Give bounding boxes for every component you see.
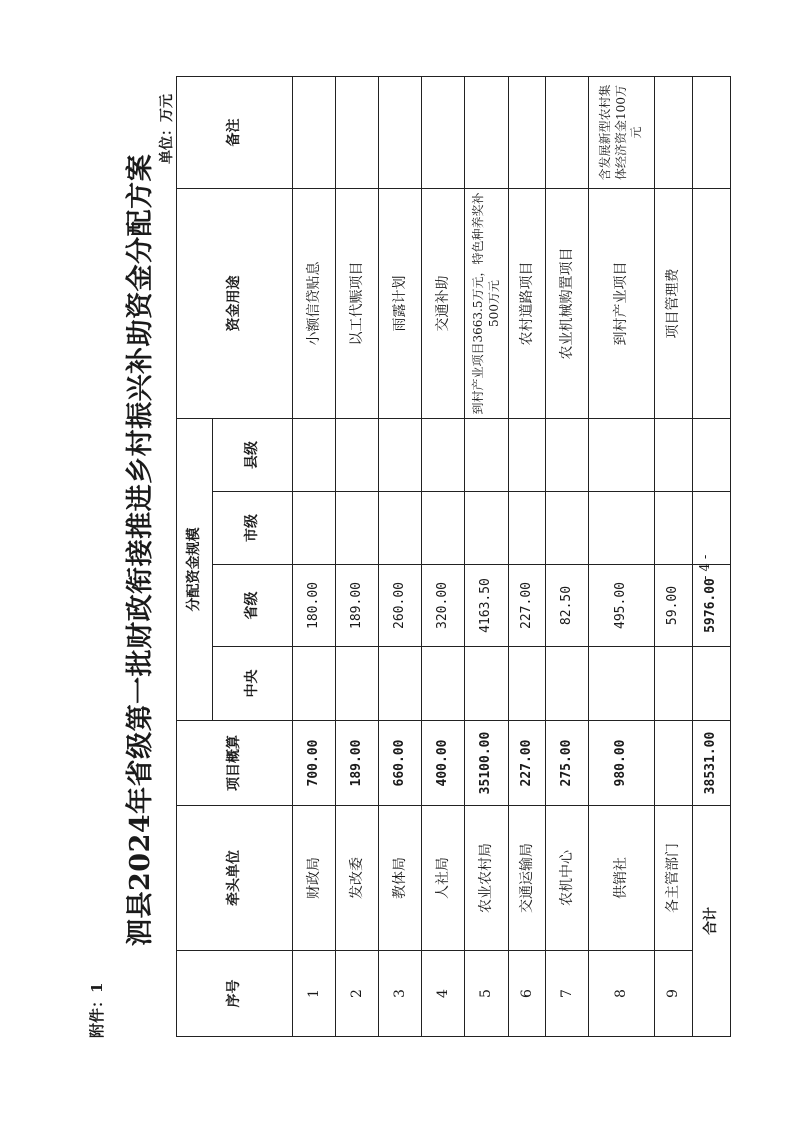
allocation-table [176, 76, 731, 1037]
cell-central [546, 647, 589, 721]
cell-budget: 35100.00 [465, 721, 509, 806]
table-row [509, 77, 546, 1037]
cell-usage: 到村产业项目3663.5万元，特色种养奖补500万元 [465, 189, 509, 419]
header-allocation-group: 分配资金规模 [177, 419, 213, 721]
cell-provincial: 4163.50 [465, 565, 509, 647]
cell-provincial: 495.00 [589, 565, 655, 647]
cell-lead-unit: 人社局 [422, 806, 465, 951]
cell-lead-unit: 供销社 [589, 806, 655, 951]
header-county: 县级 [213, 419, 293, 492]
cell-provincial: 180.00 [293, 565, 336, 647]
cell-provincial: 59.00 [655, 565, 693, 647]
cell-county [422, 419, 465, 492]
cell-usage: 农村道路项目 [509, 189, 546, 419]
total-remark [693, 77, 731, 189]
unit-label: 单位：万元 [159, 94, 175, 164]
cell-county [589, 419, 655, 492]
cell-county [509, 419, 546, 492]
cell-lead-unit: 财政局 [293, 806, 336, 951]
cell-budget: 189.00 [336, 721, 379, 806]
cell-county [293, 419, 336, 492]
cell-county [379, 419, 422, 492]
header-central: 中央 [213, 647, 293, 721]
cell-central [509, 647, 546, 721]
cell-seq: 3 [379, 951, 422, 1037]
header-usage: 资金用途 [177, 189, 293, 419]
cell-usage: 小额信贷贴息 [293, 189, 336, 419]
cell-provincial: 189.00 [336, 565, 379, 647]
total-label: 合计 [693, 806, 731, 1037]
cell-provincial: 82.50 [546, 565, 589, 647]
cell-usage: 交通补助 [422, 189, 465, 419]
cell-budget: 227.00 [509, 721, 546, 806]
total-central [693, 647, 731, 721]
cell-central [293, 647, 336, 721]
cell-city [336, 492, 379, 565]
table-row [655, 77, 693, 1037]
page-number: - 4 - [698, 554, 713, 580]
cell-city [379, 492, 422, 565]
cell-budget: 700.00 [293, 721, 336, 806]
cell-city [293, 492, 336, 565]
cell-central [379, 647, 422, 721]
cell-city [465, 492, 509, 565]
header-lead-unit: 牵头单位 [177, 806, 293, 951]
cell-seq: 8 [589, 951, 655, 1037]
cell-remark [655, 77, 693, 189]
header-remark: 备注 [177, 77, 293, 189]
document-title: 泗县2024年省级第一批财政衔接推进乡村振兴补助资金分配方案 [125, 153, 156, 946]
cell-lead-unit: 发改委 [336, 806, 379, 951]
cell-usage: 雨露计划 [379, 189, 422, 419]
table-row [546, 77, 589, 1037]
cell-budget [655, 721, 693, 806]
cell-central [336, 647, 379, 721]
cell-seq: 6 [509, 951, 546, 1037]
cell-county [655, 419, 693, 492]
attachment-label: 附件：1 [88, 982, 106, 1038]
cell-lead-unit: 农机中心 [546, 806, 589, 951]
cell-budget: 275.00 [546, 721, 589, 806]
cell-provincial: 227.00 [509, 565, 546, 647]
cell-city [422, 492, 465, 565]
table-row [589, 77, 655, 1037]
cell-city [655, 492, 693, 565]
cell-county [465, 419, 509, 492]
cell-remark [336, 77, 379, 189]
cell-remark [379, 77, 422, 189]
cell-usage: 项目管理费 [655, 189, 693, 419]
cell-remark: 含发展新型农村集体经济资金100万元 [589, 77, 655, 189]
cell-city [589, 492, 655, 565]
cell-city [546, 492, 589, 565]
cell-central [422, 647, 465, 721]
cell-remark [546, 77, 589, 189]
cell-central [655, 647, 693, 721]
table-row [293, 77, 336, 1037]
cell-seq: 4 [422, 951, 465, 1037]
cell-county [336, 419, 379, 492]
cell-seq: 2 [336, 951, 379, 1037]
cell-remark [465, 77, 509, 189]
cell-seq: 1 [293, 951, 336, 1037]
total-usage [693, 189, 731, 419]
header-seq: 序号 [177, 951, 293, 1037]
table-row [422, 77, 465, 1037]
cell-city [509, 492, 546, 565]
total-county [693, 419, 731, 492]
cell-county [546, 419, 589, 492]
cell-lead-unit: 农业农村局 [465, 806, 509, 951]
total-provincial: 5976.00 [693, 565, 731, 647]
cell-provincial: 260.00 [379, 565, 422, 647]
table-row [379, 77, 422, 1037]
header-budget: 项目概算 [177, 721, 293, 806]
cell-provincial: 320.00 [422, 565, 465, 647]
cell-seq: 9 [655, 951, 693, 1037]
total-budget: 38531.00 [693, 721, 731, 806]
cell-remark [422, 77, 465, 189]
total-city [693, 492, 731, 565]
cell-usage: 到村产业项目 [589, 189, 655, 419]
cell-budget: 400.00 [422, 721, 465, 806]
cell-budget: 980.00 [589, 721, 655, 806]
cell-central [465, 647, 509, 721]
table-row [465, 77, 509, 1037]
cell-remark [293, 77, 336, 189]
cell-lead-unit: 各主管部门 [655, 806, 693, 951]
cell-seq: 5 [465, 951, 509, 1037]
cell-central [589, 647, 655, 721]
cell-usage: 农业机械购置项目 [546, 189, 589, 419]
cell-seq: 7 [546, 951, 589, 1037]
cell-usage: 以工代赈项目 [336, 189, 379, 419]
cell-lead-unit: 教体局 [379, 806, 422, 951]
cell-budget: 660.00 [379, 721, 422, 806]
table-row [336, 77, 379, 1037]
cell-lead-unit: 交通运输局 [509, 806, 546, 951]
cell-remark [509, 77, 546, 189]
header-provincial: 省级 [213, 565, 293, 647]
header-city: 市级 [213, 492, 293, 565]
